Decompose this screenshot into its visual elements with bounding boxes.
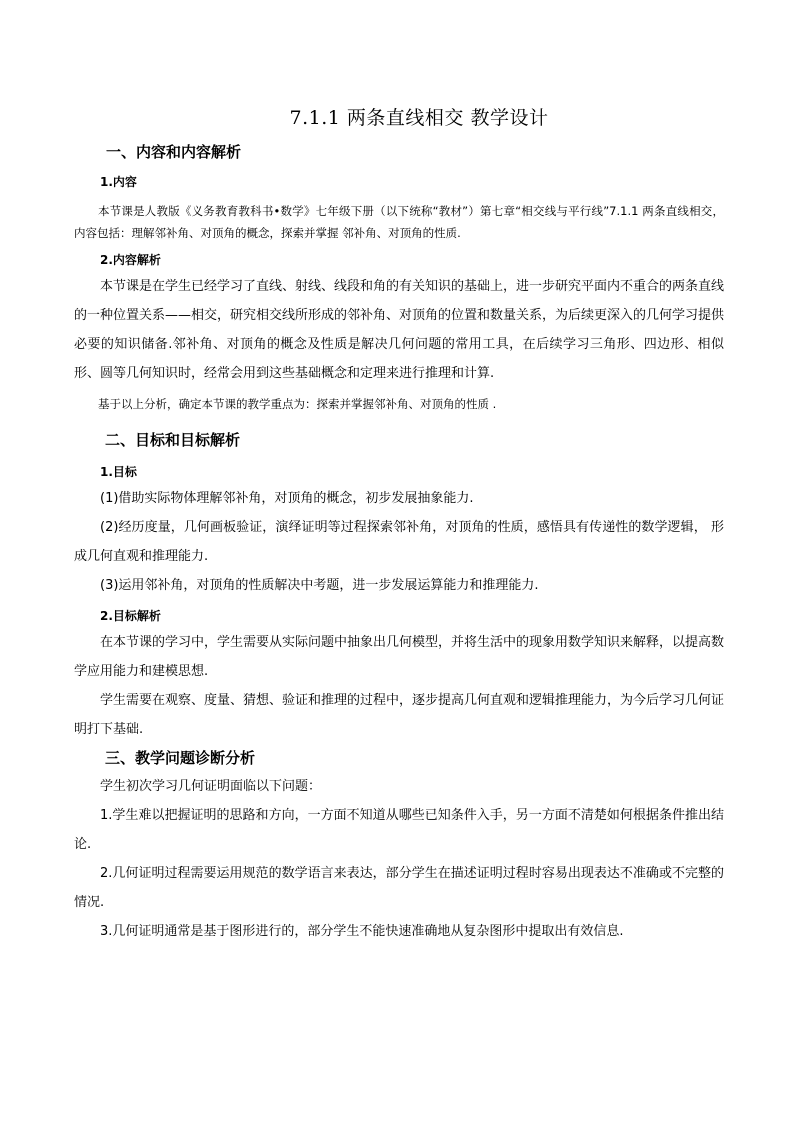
paragraph-content-analysis: 本节课是在学生已经学习了直线、射线、线段和角的有关知识的基础上，进一步研究平面内不重合的两条直线的一种位置关系——相交，研究相交线所形成的邻补角、对顶角的位置和数量关系，为后续更深入的几何学习提供必要的知识储备.邻补角、对顶角的概念及性质是解决几何问题的常用工具，在后续学习三角形、四边形、相似形、圆等几何知识时，经常会用到这些基础概念和定理来进行推理和计算. <box>74 279 725 381</box>
section-heading-content: 一、内容和内容解析 <box>106 143 242 161</box>
diagnosis-issue-1: 1.学生难以把握证明的思路和方向，一方面不知道从哪些已知条件入手，另一方面不清楚如何根据条件推出结论. <box>74 808 724 852</box>
goal-item-3: (3)运用邻补角，对顶角的性质解决中考题，进一步发展运算能力和推理能力. <box>100 578 539 593</box>
section-heading-goals: 二、目标和目标解析 <box>105 431 241 449</box>
paragraph-content: 本节课是人教版《义务教育教科书•数学》七年级下册（以下统称“教材”）第七章“相交线与平行线”7.1.1 两条直线相交，内容包括：理解邻补角、对顶角的概念，探索并掌握 邻补角、对顶角的性质. <box>74 204 724 240</box>
document-body <box>74 98 724 946</box>
section-heading-diagnosis: 三、教学问题诊断分析 <box>105 749 256 767</box>
page-title: 7.1.1 两条直线相交 教学设计 <box>289 107 549 129</box>
subheading-goals-analysis: 2.目标解析 <box>100 609 161 623</box>
paragraph-goals-analysis-2: 学生需要在观察、度量、猜想、验证和推理的过程中，逐步提高几何直观和逻辑推理能力，为今后学习几何证明打下基础. <box>74 693 725 737</box>
goal-item-1: (1)借助实际物体理解邻补角，对顶角的概念，初步发展抽象能力. <box>100 491 474 506</box>
diagnosis-issue-3: 3.几何证明通常是基于图形进行的，部分学生不能快速准确地从复杂图形中提取出有效信息. <box>100 924 624 939</box>
subheading-content: 1.内容 <box>100 175 137 189</box>
goal-item-2: (2)经历度量，几何画板验证，演绎证明等过程探索邻补角，对顶角的性质，感悟具有传递性的数学逻辑， 形成几何直观和推理能力. <box>74 520 724 564</box>
diagnosis-issue-2: 2.几何证明过程需要运用规范的数学语言来表达，部分学生在描述证明过程时容易出现表达不准确或不完整的情况. <box>74 866 724 910</box>
paragraph-goals-analysis-1: 在本节课的学习中，学生需要从实际问题中抽象出几何模型，并将生活中的现象用数学知识来解释，以提高数学应用能力和建模思想. <box>74 635 725 679</box>
subheading-goals: 1.目标 <box>100 465 137 479</box>
paragraph-teaching-focus: 基于以上分析，确定本节课的教学重点为：探索并掌握邻补角、对顶角的性质 . <box>98 397 497 411</box>
subheading-content-analysis: 2.内容解析 <box>100 253 161 267</box>
paragraph-diagnosis-intro: 学生初次学习几何证明面临以下问题： <box>100 779 322 794</box>
